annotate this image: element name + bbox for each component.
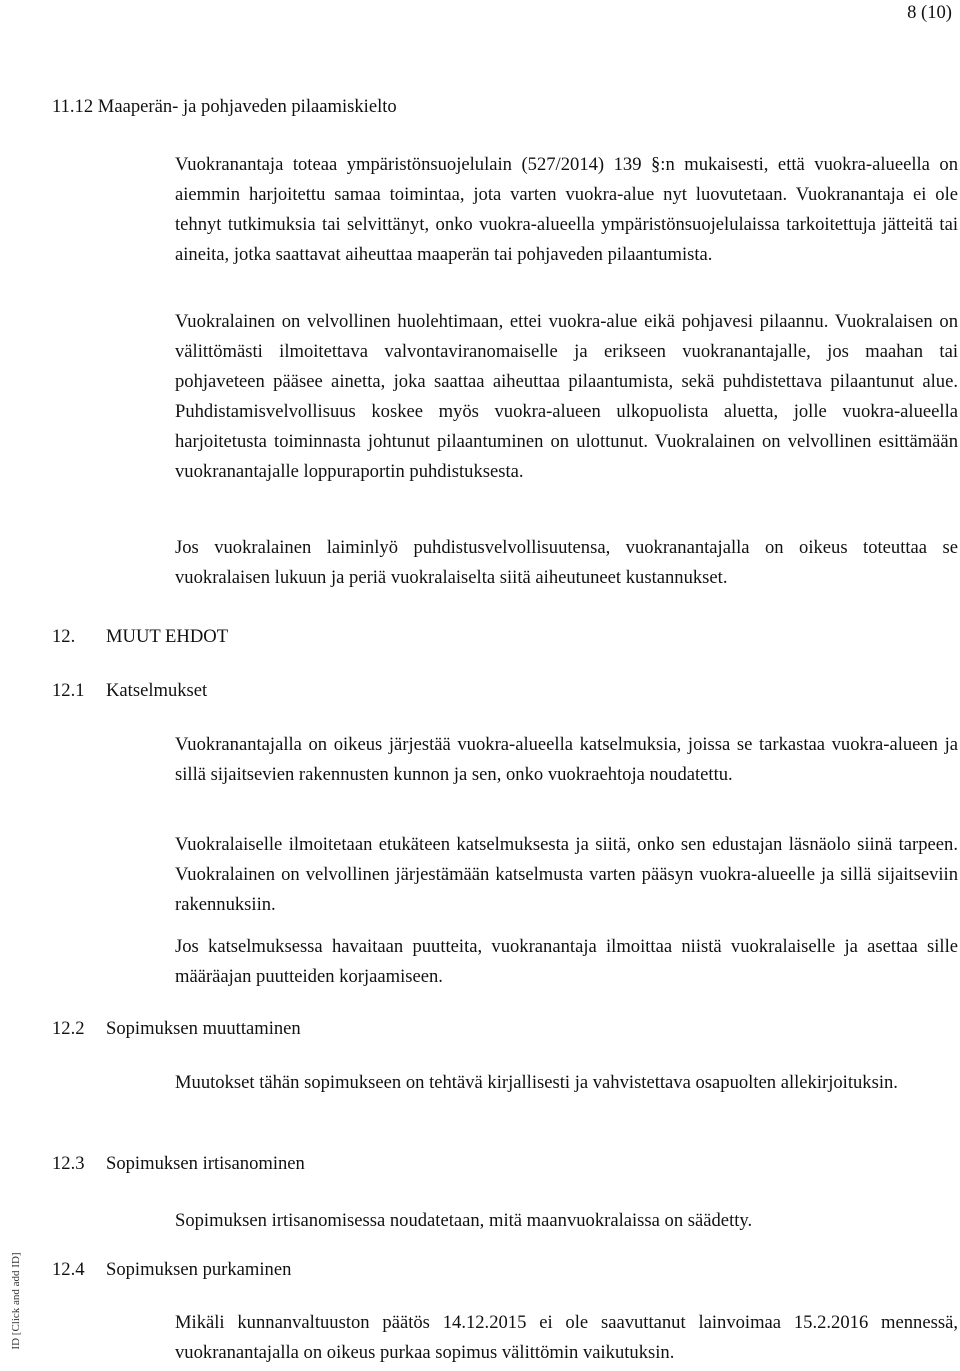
section-number-12-1: 12.1 [52,680,85,701]
paragraph-12-2-1: Muutokset tähän sopimukseen on tehtävä kirjallisesti ja vahvistettava osapuolten allekirjoituksin. [175,1072,898,1093]
section-number-12: 12. [52,626,76,647]
section-number-12-3: 12.3 [52,1153,85,1174]
section-heading-11-12: 11.12 Maaperän- ja pohjaveden pilaamiskielto [52,96,397,117]
section-title-12-4: Sopimuksen purkaminen [106,1259,292,1280]
paragraph-12-1-2: Vuokralaiselle ilmoitetaan etukäteen katselmuksesta ja siitä, onko sen edustajan läsnäolo siinä tarpeen. Vuokralainen on velvollinen järjestämään katselmusta varten pääsyn vuokra-alueelle ja sillä sijaitseviin rakennuksiin. [175,834,958,915]
section-title-12-2: Sopimuksen muuttaminen [106,1018,301,1039]
page-number: 8 (10) [907,2,952,23]
paragraph-12-1-1: Vuokranantajalla on oikeus järjestää vuokra-alueella katselmuksia, joissa se tarkastaa vuokra-alueen ja sillä sijaitsevien rakennusten kunnon ja sen, onko vuokraehtoja noudatettu. [175,734,958,785]
section-title-12: MUUT EHDOT [106,626,229,647]
paragraph-12-3-1: Sopimuksen irtisanomisessa noudatetaan, mitä maanvuokralaissa on säädetty. [175,1210,753,1231]
section-title-12-3: Sopimuksen irtisanominen [106,1153,305,1174]
paragraph-11-12-2: Vuokralainen on velvollinen huolehtimaan, ettei vuokra-alue eikä pohjavesi pilaannu. Vuokralaisen on välittömästi ilmoitettava valvontaviranomaiselle ja erikseen vuokranantajalle, jos maahan tai pohjaveteen pääsee ainetta, joka saattaa aiheuttaa pilaantumista, sekä puhdistettava pilaantunut alue. Puhdistamisvelvollisuus koskee myös vuokra-alueen ulkopuolista aluetta, jolle vuokra-alueella harjoitetusta toiminnasta johtunut pilaantuminen on ulottunut. Vuokralainen on velvollinen esittämään vuokranantajalle loppuraportin puhdistuksesta. [175,311,958,482]
paragraph-12-4-1: Mikäli kunnanvaltuuston päätös 14.12.2015 ei ole saavuttanut lainvoimaa 15.2.2016 mennessä, vuokranantajalla on oikeus purkaa sopimus välittömin vaikutuksin. [175,1312,958,1363]
paragraph-12-1-3: Jos katselmuksessa havaitaan puutteita, vuokranantaja ilmoittaa niistä vuokralaiselle ja asettaa sille määräajan puutteiden korjaamiseen. [175,936,958,987]
paragraph-11-12-1: Vuokranantaja toteaa ympäristönsuojelulain (527/2014) 139 §:n mukaisesti, että vuokra-alueella on aiemmin harjoitettu samaa toimintaa, jota varten vuokra-alue nyt luovutetaan. Vuokranantaja ei ole tehnyt tutkimuksia tai selvittänyt, onko vuokra-alueella ympäristönsuojelulaissa tarkoitettuja jätteitä tai aineita, jotka saattavat aiheuttaa maaperän tai pohjaveden pilaantumista. [175,154,958,265]
paragraph-11-12-3: Jos vuokralainen laiminlyö puhdistusvelvollisuutensa, vuokranantajalla on oikeus toteuttaa se vuokralaisen lukuun ja periä vuokralaiselta siitä aiheutuneet kustannukset. [175,537,958,588]
section-number-12-2: 12.2 [52,1018,85,1039]
section-title-12-1: Katselmukset [106,680,208,701]
document-id-field[interactable]: ID [Click and add ID] [10,1252,22,1350]
section-number-12-4: 12.4 [52,1259,85,1280]
